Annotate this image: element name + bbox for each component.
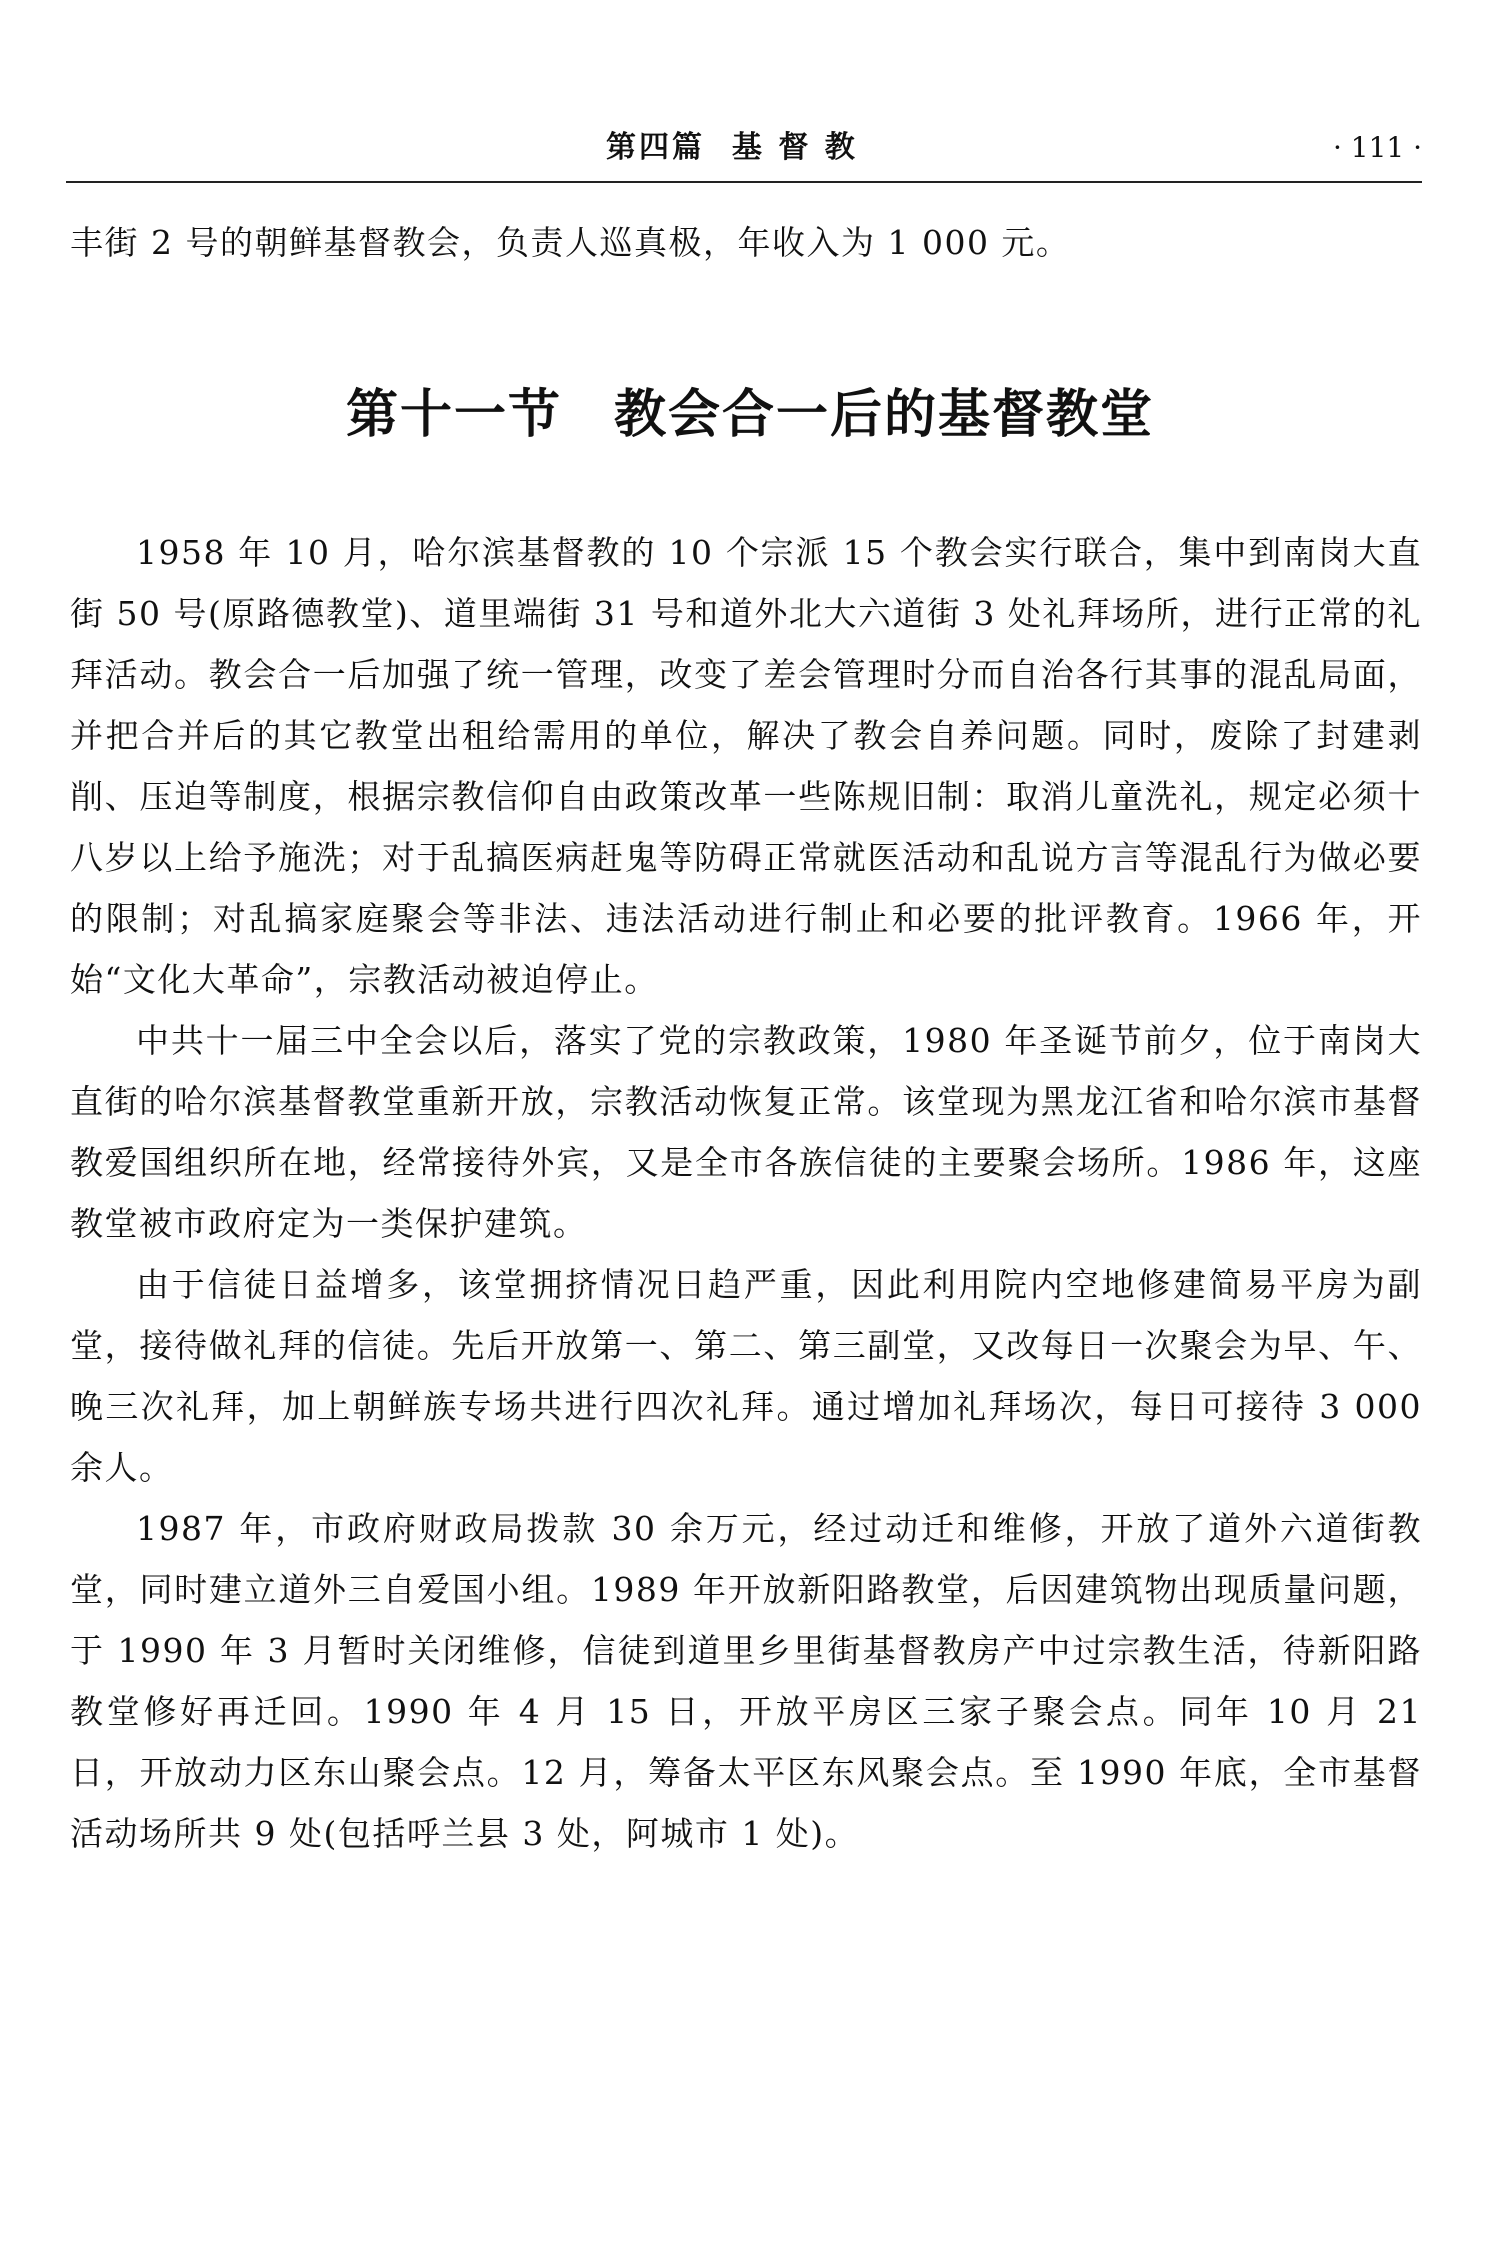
continuation-paragraph: 丰街 2 号的朝鲜基督教会，负责人巡真极，年收入为 1 000 元。 (70, 223, 1071, 262)
section-body (70, 522, 1422, 1864)
running-header (66, 128, 1422, 180)
paragraph-3: 由于信徒日益增多，该堂拥挤情况日趋严重，因此利用院内空地修建简易平房为副堂，接待做礼拜的信徒。先后开放第一、第二、第三副堂，又改每日一次聚会为早、午、晚三次礼拜，加上朝鲜族专场共进行四次礼拜。通过增加礼拜场次，每日可接待 3 000 余人。 (70, 1265, 1422, 1487)
section-title: 教会合一后的基督教堂 (614, 385, 1155, 445)
page-number: · 111 · (1332, 131, 1422, 164)
paragraph-1: 1958 年 10 月，哈尔滨基督教的 10 个宗派 15 个教会实行联合，集中到南岗大直街 50 号(原路德教堂)、道里端街 31 号和道外北大六道街 3 处礼拜场所，进行正常的礼拜活动。教会合一后加强了统一管理，改变了差会管理时分而自治各行其事的混乱局面，并把合并后的其它教堂出租给需用的单位，解决了教会自养问题。同时，废除了封建剥削、压迫等制度，根据宗教信仰自由政策改革一些陈规旧制：取消儿童洗礼，规定必须十八岁以上给予施洗；对于乱搞医病赶鬼等防碍正常就医活动和乱说方言等混乱行为做必要的限制；对乱搞家庭聚会等非法、违法活动进行制止和必要的批评教育。1966 年，开始“文化大革命”，宗教活动被迫停止。 (70, 533, 1422, 999)
paragraph-4: 1987 年，市政府财政局拨款 30 余万元，经过动迁和维修，开放了道外六道街教堂，同时建立道外三自爱国小组。1989 年开放新阳路教堂，后因建筑物出现质量问题，于 1990 年 3 月暂时关闭维修，信徒到道里乡里街基督教房产中过宗教生活，待新阳路教堂修好再迁回。1990 年 4 月 15 日，开放平房区三家子聚会点。同年 10 月 21 日，开放动力区东山聚会点。12 月，筹备太平区东风聚会点。至 1990 年底，全市基督活动场所共 9 处(包括呼兰县 3 处，阿城市 1 处)。 (70, 1509, 1422, 1853)
header-rule (66, 181, 1422, 183)
running-header-title: 第四篇 基 督 教 (606, 130, 858, 165)
section-heading (0, 380, 1500, 450)
paragraph-2: 中共十一届三中全会以后，落实了党的宗教政策，1980 年圣诞节前夕，位于南岗大直街的哈尔滨基督教堂重新开放，宗教活动恢复正常。该堂现为黑龙江省和哈尔滨市基督教爱国组织所在地，经常接待外宾，又是全市各族信徒的主要聚会场所。1986 年，这座教堂被市政府定为一类保护建筑。 (70, 1021, 1422, 1243)
section-number: 第十一节 (345, 385, 562, 445)
